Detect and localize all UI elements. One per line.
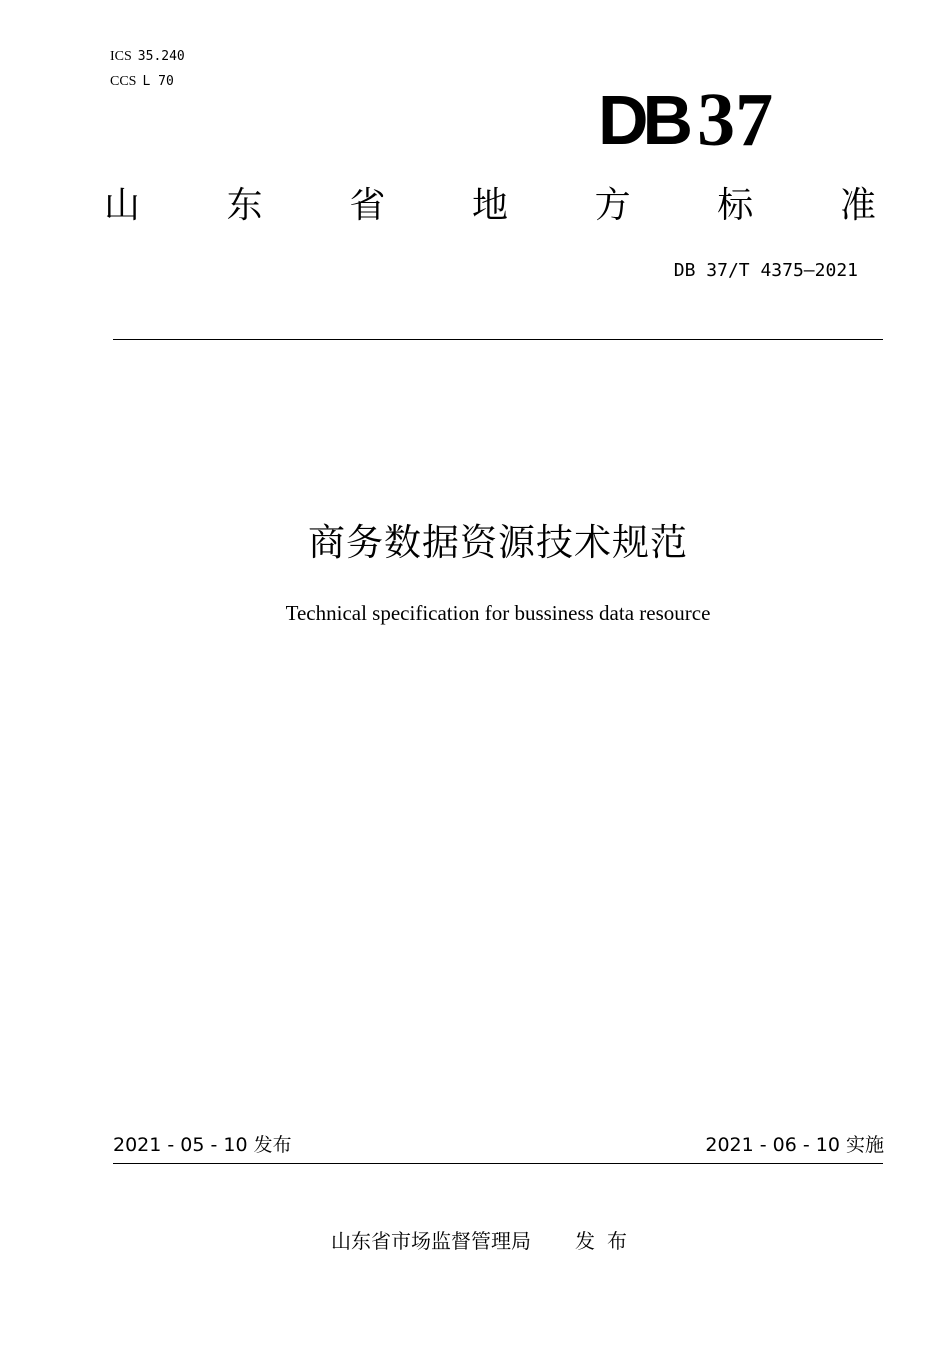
- ics-label: ICS: [110, 49, 132, 64]
- logo-number: 37: [697, 78, 774, 162]
- publisher-name: 山东省市场监督管理局: [331, 1229, 531, 1253]
- publish-action: 发布: [575, 1229, 639, 1253]
- standard-type-char: 方: [594, 185, 631, 226]
- standard-type-heading: [104, 182, 876, 230]
- db37-logo: [598, 80, 773, 160]
- bottom-divider: [113, 1163, 883, 1164]
- standard-type-char: 标: [717, 185, 754, 226]
- standard-type-char: 省: [349, 185, 386, 226]
- standard-type-char: 山: [104, 185, 141, 226]
- ccs-value: L 70: [142, 74, 174, 89]
- ccs-code: [110, 72, 174, 91]
- ics-code: [110, 47, 185, 66]
- standard-type-char: 地: [471, 185, 508, 226]
- implementation-date: 2021 - 06 - 10 实施: [705, 1134, 884, 1156]
- standard-type-char: 准: [839, 185, 876, 226]
- issue-date: 2021 - 05 - 10 发布: [113, 1134, 292, 1156]
- standard-number: DB 37/T 4375—2021: [673, 260, 858, 281]
- document-title-english: Technical specification for bussiness data resource: [285, 601, 711, 625]
- ccs-label: CCS: [110, 74, 137, 89]
- document-title-chinese: 商务数据资源技术规范: [308, 521, 688, 564]
- logo-prefix: DB: [598, 81, 688, 159]
- ics-value: 35.240: [137, 49, 185, 64]
- publisher-line: [0, 1227, 950, 1255]
- top-divider: [113, 339, 883, 340]
- standard-type-char: 东: [226, 185, 263, 226]
